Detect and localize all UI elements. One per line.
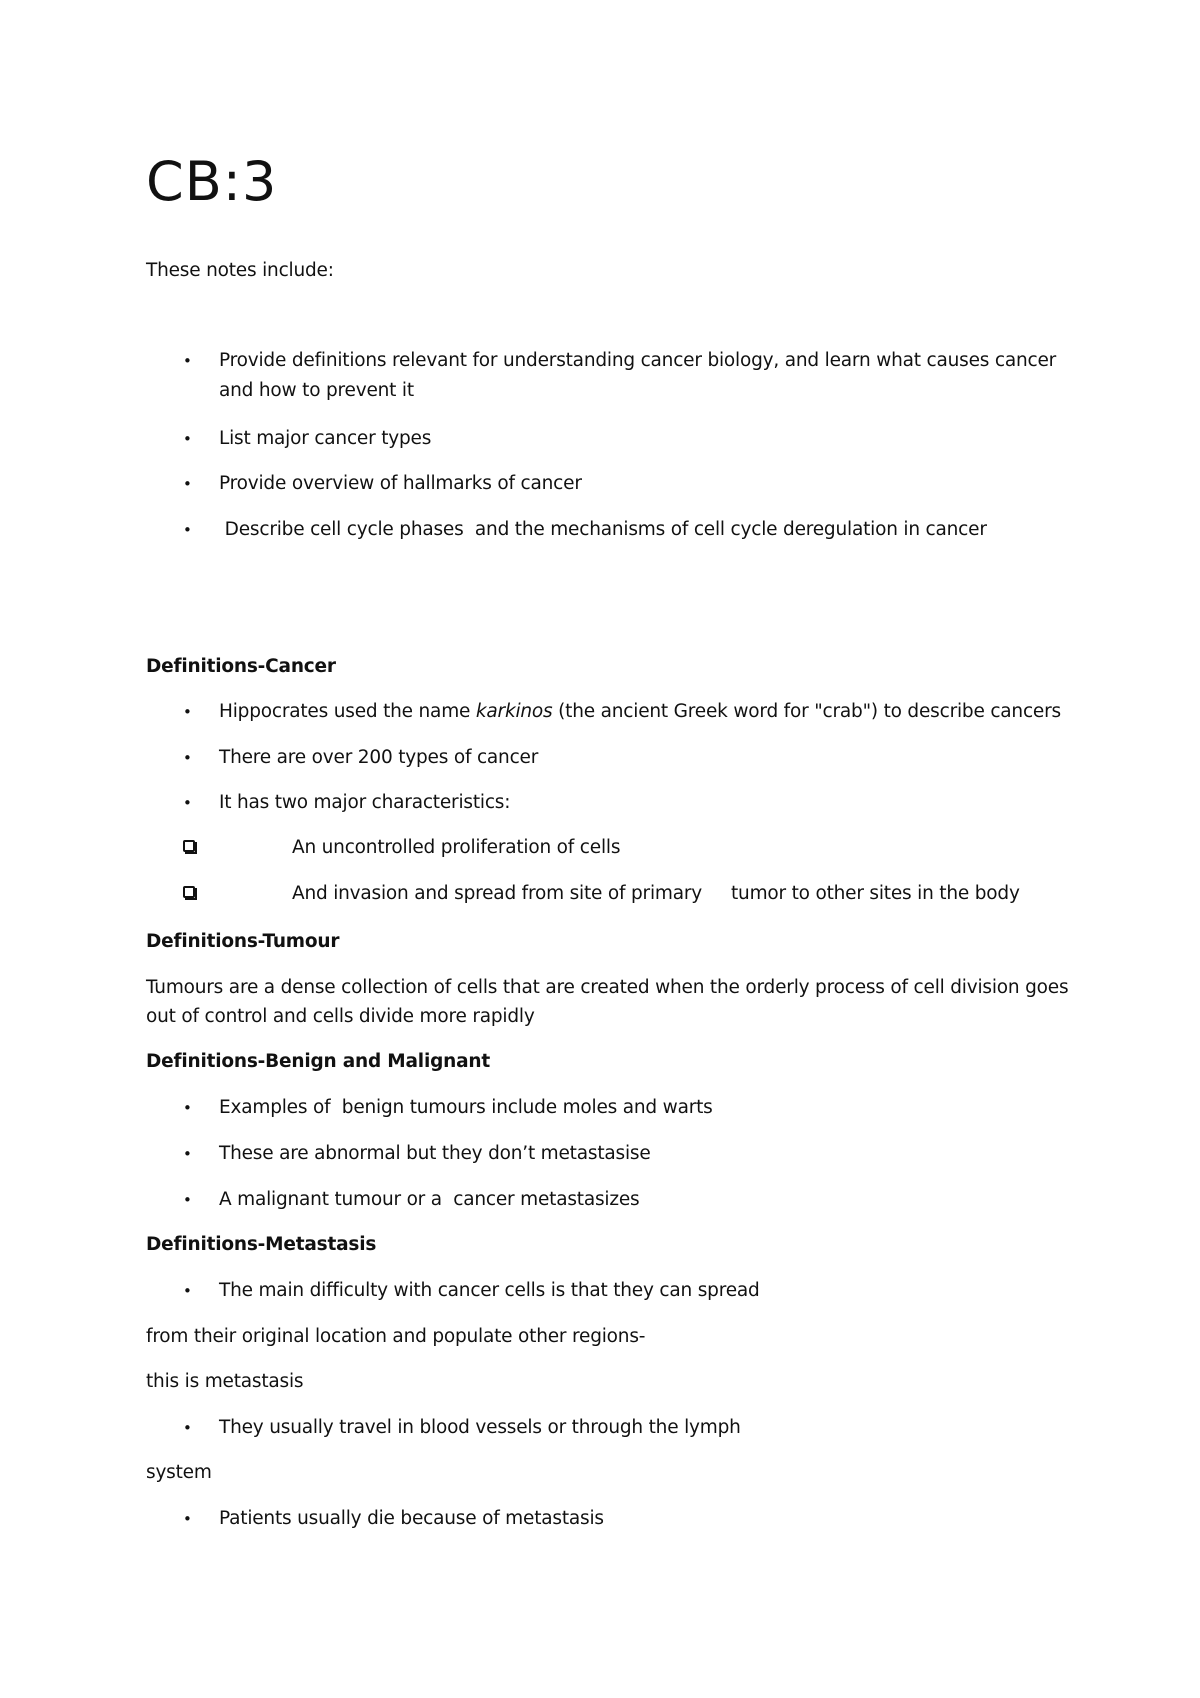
bullet-icon: • xyxy=(183,430,192,448)
bullet-icon: • xyxy=(183,521,192,539)
karkinos-term: karkinos xyxy=(475,701,553,722)
cancer-bullet-characteristics: It has two major characteristics: xyxy=(219,792,511,813)
characteristic-invasion-part-1: And invasion and spread from site of primary xyxy=(292,883,703,904)
bullet-icon: • xyxy=(183,749,192,767)
metastasis-text-1: from their original location and populate other regions- xyxy=(146,1326,646,1347)
hippocrates-text-after: (the ancient Greek word for "crab") to describe cancers xyxy=(552,701,1061,722)
page-title: CB:3 xyxy=(146,150,278,213)
section-heading-cancer: Definitions-Cancer xyxy=(146,656,336,677)
intro-bullet-2: List major cancer types xyxy=(219,428,432,449)
intro-text: These notes include: xyxy=(146,260,334,281)
bullet-icon: • xyxy=(183,475,192,493)
checkbox-square-icon xyxy=(183,886,195,898)
section-heading-metastasis: Definitions-Metastasis xyxy=(146,1234,377,1255)
checkbox-square-icon xyxy=(183,840,195,852)
metastasis-text-3: system xyxy=(146,1462,212,1483)
benign-bullet-3: A malignant tumour or a cancer metastasizes xyxy=(219,1189,640,1210)
benign-bullet-2: These are abnormal but they don’t metastasise xyxy=(219,1143,651,1164)
metastasis-bullet-2: They usually travel in blood vessels or through the lymph xyxy=(219,1417,741,1438)
section-heading-tumour: Definitions-Tumour xyxy=(146,931,340,952)
bullet-icon: • xyxy=(183,1099,192,1117)
bullet-icon: • xyxy=(183,1419,192,1437)
cancer-bullet-types: There are over 200 types of cancer xyxy=(219,747,539,768)
metastasis-bullet-1: The main difficulty with cancer cells is that they can spread xyxy=(219,1280,760,1301)
tumour-text-line-2: out of control and cells divide more rapidly xyxy=(146,1006,535,1027)
section-heading-benign-malignant: Definitions-Benign and Malignant xyxy=(146,1051,490,1072)
intro-bullet-1-line-2: and how to prevent it xyxy=(219,380,414,401)
metastasis-bullet-3: Patients usually die because of metastasis xyxy=(219,1508,604,1529)
characteristic-proliferation: An uncontrolled proliferation of cells xyxy=(292,837,621,858)
bullet-icon: • xyxy=(183,1145,192,1163)
metastasis-text-2: this is metastasis xyxy=(146,1371,304,1392)
bullet-icon: • xyxy=(183,794,192,812)
bullet-icon: • xyxy=(183,703,192,721)
bullet-icon: • xyxy=(183,1282,192,1300)
benign-bullet-1: Examples of benign tumours include moles and warts xyxy=(219,1097,713,1118)
tumour-text-line-1: Tumours are a dense collection of cells that are created when the orderly process of cell division goes xyxy=(146,977,1069,998)
intro-bullet-4: Describe cell cycle phases and the mechanisms of cell cycle deregulation in cancer xyxy=(219,519,987,540)
hippocrates-text-before: Hippocrates used the name xyxy=(219,701,476,722)
intro-bullet-3: Provide overview of hallmarks of cancer xyxy=(219,473,582,494)
bullet-icon: • xyxy=(183,1191,192,1209)
characteristic-invasion-part-2: tumor to other sites in the body xyxy=(731,883,1020,904)
cancer-bullet-hippocrates xyxy=(219,701,1061,722)
bullet-icon: • xyxy=(183,1510,192,1528)
intro-bullet-1-line-1: Provide definitions relevant for understanding cancer biology, and learn what causes cancer xyxy=(219,350,1057,371)
bullet-icon: • xyxy=(183,352,192,370)
